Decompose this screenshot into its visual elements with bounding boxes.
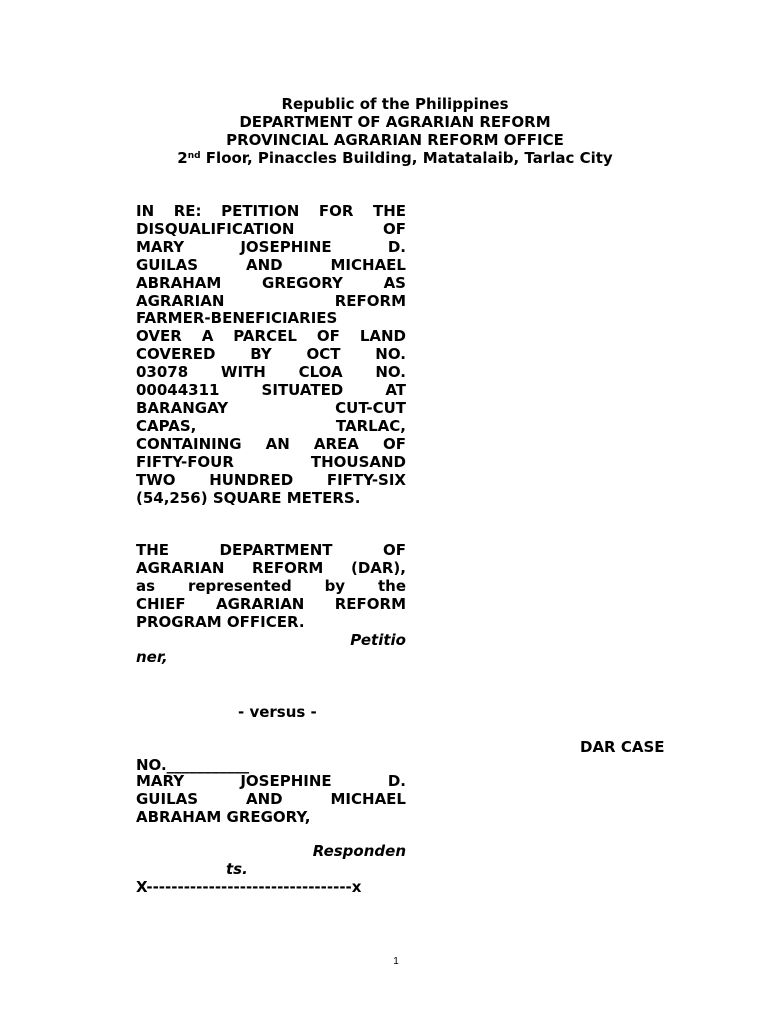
- respondents-block: [136, 773, 406, 827]
- respondents-line: MARY JOSEPHINE D.: [136, 772, 406, 790]
- caption-line: 03078 WITH CLOA NO.: [136, 363, 406, 382]
- caption-separator: X---------------------------------x: [136, 878, 362, 896]
- respondents-line: ABRAHAM GREGORY,: [136, 807, 311, 826]
- caption-line: CONTAINING AN AREA OF: [136, 434, 406, 453]
- header-office: PROVINCIAL AGRARIAN REFORM OFFICE: [226, 131, 564, 149]
- petitioner-line: as represented by the: [136, 576, 406, 595]
- header-address: [0, 149, 768, 167]
- case-caption: [136, 203, 406, 507]
- petitioner-label-part1: Petitio: [350, 630, 406, 649]
- caption-line: GUILAS AND MICHAEL: [136, 255, 406, 274]
- caption-line: FARMER-BENEFICIARIES: [136, 309, 338, 328]
- caption-line: OVER A PARCEL OF LAND: [136, 327, 406, 346]
- caption-line: MARY JOSEPHINE D.: [136, 237, 406, 256]
- page-number: 1: [393, 956, 399, 967]
- document-header: [0, 95, 768, 167]
- dar-case-number: NO.___________: [136, 756, 250, 774]
- petitioner-label-part2: ner,: [136, 648, 168, 667]
- respondents-label-part2: ts.: [226, 860, 248, 878]
- caption-line: AGRARIAN REFORM: [136, 291, 406, 310]
- caption-line: ABRAHAM GREGORY AS: [136, 273, 406, 292]
- caption-line: CAPAS, TARLAC,: [136, 416, 406, 435]
- caption-line: BARANGAY CUT-CUT: [136, 398, 406, 417]
- address-floor-number: 2: [177, 149, 188, 167]
- caption-line: COVERED BY OCT NO.: [136, 345, 406, 364]
- caption-line: IN RE: PETITION FOR THE: [136, 202, 406, 220]
- petitioner-line: THE DEPARTMENT OF: [136, 541, 406, 559]
- caption-line: (54,256) SQUARE METERS.: [136, 488, 361, 507]
- respondents-label-part1: Responden: [312, 842, 406, 860]
- respondents-label: [136, 842, 406, 878]
- petitioner-line: PROGRAM OFFICER.: [136, 612, 305, 631]
- versus-label: - versus -: [238, 703, 317, 721]
- petitioner-block: [136, 542, 406, 667]
- petitioner-line: AGRARIAN REFORM (DAR),: [136, 558, 406, 577]
- respondents-line: GUILAS AND MICHAEL: [136, 789, 406, 808]
- caption-line: FIFTY-FOUR THOUSAND: [136, 452, 406, 471]
- address-floor-suffix: nd: [187, 151, 201, 161]
- dar-case-label: DAR CASE: [580, 738, 665, 756]
- caption-line: DISQUALIFICATION OF: [136, 219, 406, 238]
- header-republic: Republic of the Philippines: [281, 95, 509, 113]
- caption-line: TWO HUNDRED FIFTY-SIX: [136, 470, 406, 489]
- header-department: DEPARTMENT OF AGRARIAN REFORM: [239, 113, 551, 131]
- caption-line: 00044311 SITUATED AT: [136, 381, 406, 400]
- petitioner-line: CHIEF AGRARIAN REFORM: [136, 594, 406, 613]
- address-rest: Floor, Pinaccles Building, Matatalaib, Tarlac City: [200, 149, 613, 167]
